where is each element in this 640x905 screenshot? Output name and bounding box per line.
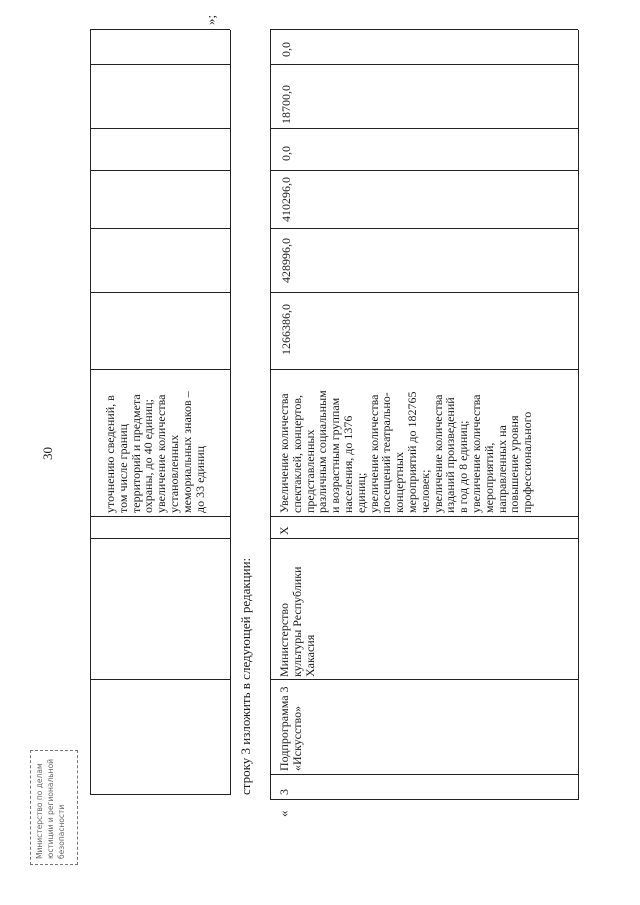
opening-quote: « bbox=[276, 810, 291, 817]
registration-stamp bbox=[30, 750, 78, 865]
page-number: 30 bbox=[40, 447, 55, 460]
top-table-description: уточнению сведений, в том числе границ территорий и предмета охраны, до 40 единиц; увеличение количества установленных мемориальных знаков – до 33 единиц bbox=[103, 391, 207, 513]
lead-text: строку 3 изложить в следующей редакции: bbox=[238, 557, 253, 795]
row3-value-2: 428996,0 bbox=[279, 238, 293, 283]
row3-value-4: 0,0 bbox=[279, 146, 293, 161]
row3-value-5: 18700,0 bbox=[279, 85, 293, 124]
row3-value-total: 1266386,0 bbox=[279, 304, 293, 355]
row3-name: Подпрограмма 3 «Искусство» bbox=[277, 686, 304, 771]
row3-value-6: 0,0 bbox=[279, 42, 293, 57]
row3-mark: Х bbox=[277, 526, 291, 535]
stamp-text: Министерство по делам юстиции и региональной безопасности bbox=[35, 758, 66, 859]
row3-description: Увеличение количества спектаклей, концертов, представленных различным социальным и возрастным группам населения, до 1376 единиц; увеличение количества посещений театрально- концертных мероприятий до 182765 человек; увеличение количества изданий произведений в год до 8 единиц; увеличение количества мероприятий, направленных на повышение уровня профессионального bbox=[277, 390, 535, 513]
row3-number: 3 bbox=[277, 789, 291, 795]
row3-executor: Министерство культуры Республики Хакасия bbox=[277, 566, 317, 677]
row3-value-3: 410296,0 bbox=[279, 177, 293, 222]
closing-quote: »; bbox=[203, 14, 218, 25]
